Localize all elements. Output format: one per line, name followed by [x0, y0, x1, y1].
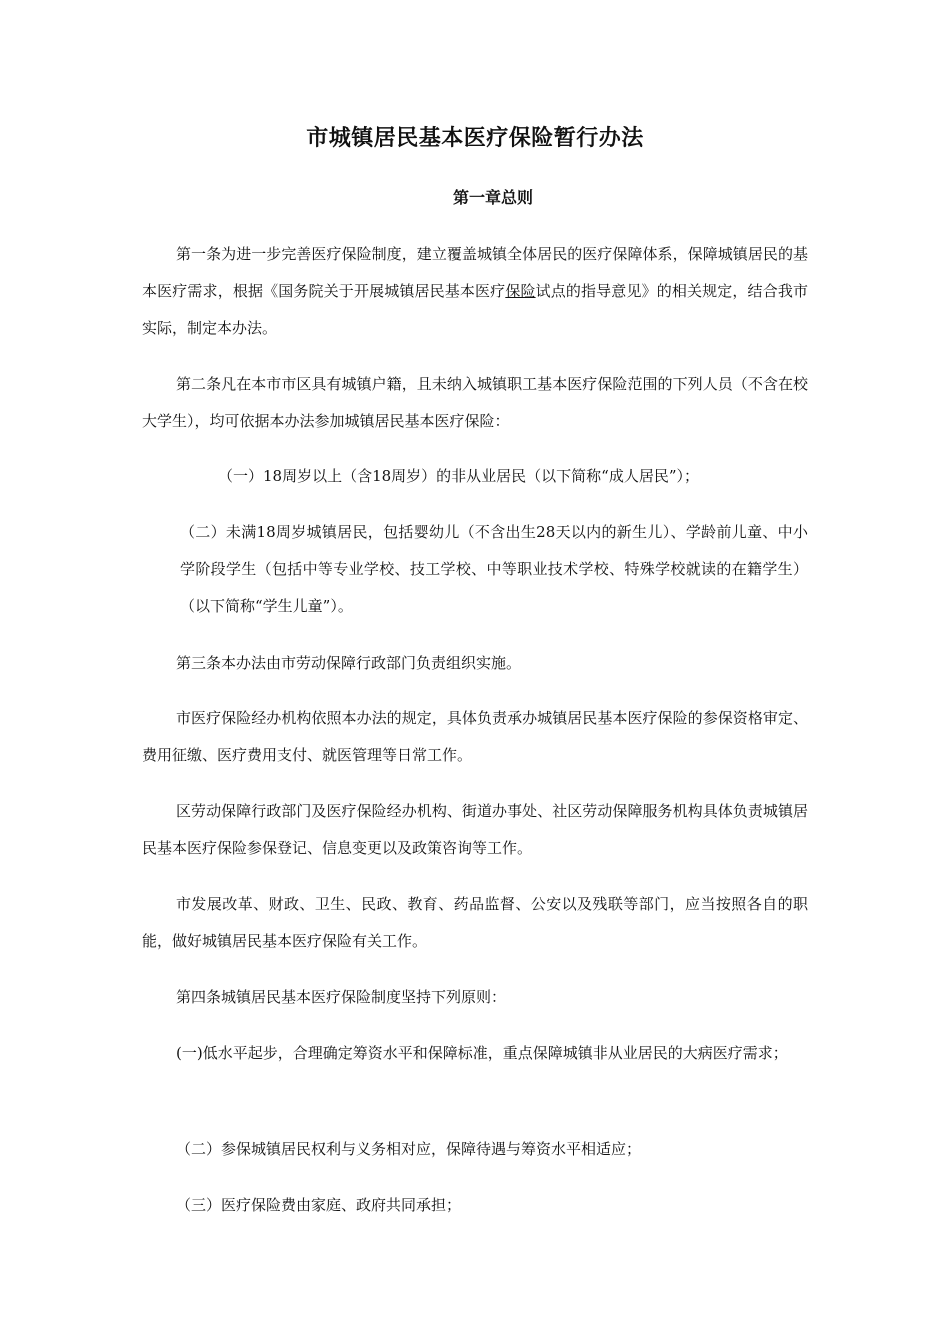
article-3: 第三条本办法由市劳动保障行政部门负责组织实施。 — [176, 654, 522, 672]
article-3-paragraph-3: 区劳动保障行政部门及医疗保险经办机构、街道办事处、社区劳动保障服务机构具体负责城镇居民基本医疗保险参保登记、信息变更以及政策咨询等工作。 — [142, 802, 808, 857]
article-2-item-2: （二）未满18周岁城镇居民，包括婴幼儿（不含出生28天以内的新生儿）、学龄前儿童、中小学阶段学生（包括中等专业学校、技工学校、中等职业技术学校、特殊学校就读的在籍学生）（以下简称“学生儿童”）。 — [180, 523, 808, 615]
document-title: 市城镇居民基本医疗保险暂行办法 — [306, 125, 644, 151]
insurance-link[interactable]: 保险 — [505, 282, 536, 300]
article-1 — [142, 236, 808, 347]
article-3-paragraph-4: 市发展改革、财政、卫生、民政、教育、药品监督、公安以及残联等部门，应当按照各自的职能，做好城镇居民基本医疗保险有关工作。 — [142, 895, 808, 950]
article-4: 第四条城镇居民基本医疗保险制度坚持下列原则： — [176, 988, 507, 1006]
article-2-item-1: （一）18周岁以上（含18周岁）的非从业居民（以下简称“成人居民”）； — [218, 467, 700, 485]
article-4-item-1: (一)低水平起步，合理确定筹资水平和保障标准，重点保障城镇非从业居民的大病医疗需求； — [176, 1044, 788, 1062]
chapter-heading: 第一章总则 — [452, 188, 533, 207]
article-4-item-2: （二）参保城镇居民权利与义务相对应，保障待遇与筹资水平相适应； — [176, 1140, 642, 1158]
article-2: 第二条凡在本市市区具有城镇户籍，且未纳入城镇职工基本医疗保险范围的下列人员（不含在校大学生），均可依据本办法参加城镇居民基本医疗保险： — [142, 375, 808, 430]
article-4-item-3: （三）医疗保险费由家庭、政府共同承担； — [176, 1196, 462, 1214]
article-1-text-b: 试点的指导意见》的相关规定，结合我市实际，制定本办法。 — [142, 282, 808, 337]
article-1-text-a: 第一条为进一步完善医疗保险制度，建立覆盖城镇全体居民的医疗保障体系，保障城镇居民的基本医疗需求，根据《国务院关于开展城镇居民基本医疗 — [142, 245, 808, 300]
article-3-paragraph-2: 市医疗保险经办机构依照本办法的规定，具体负责承办城镇居民基本医疗保险的参保资格审定、费用征缴、医疗费用支付、就医管理等日常工作。 — [142, 709, 808, 764]
